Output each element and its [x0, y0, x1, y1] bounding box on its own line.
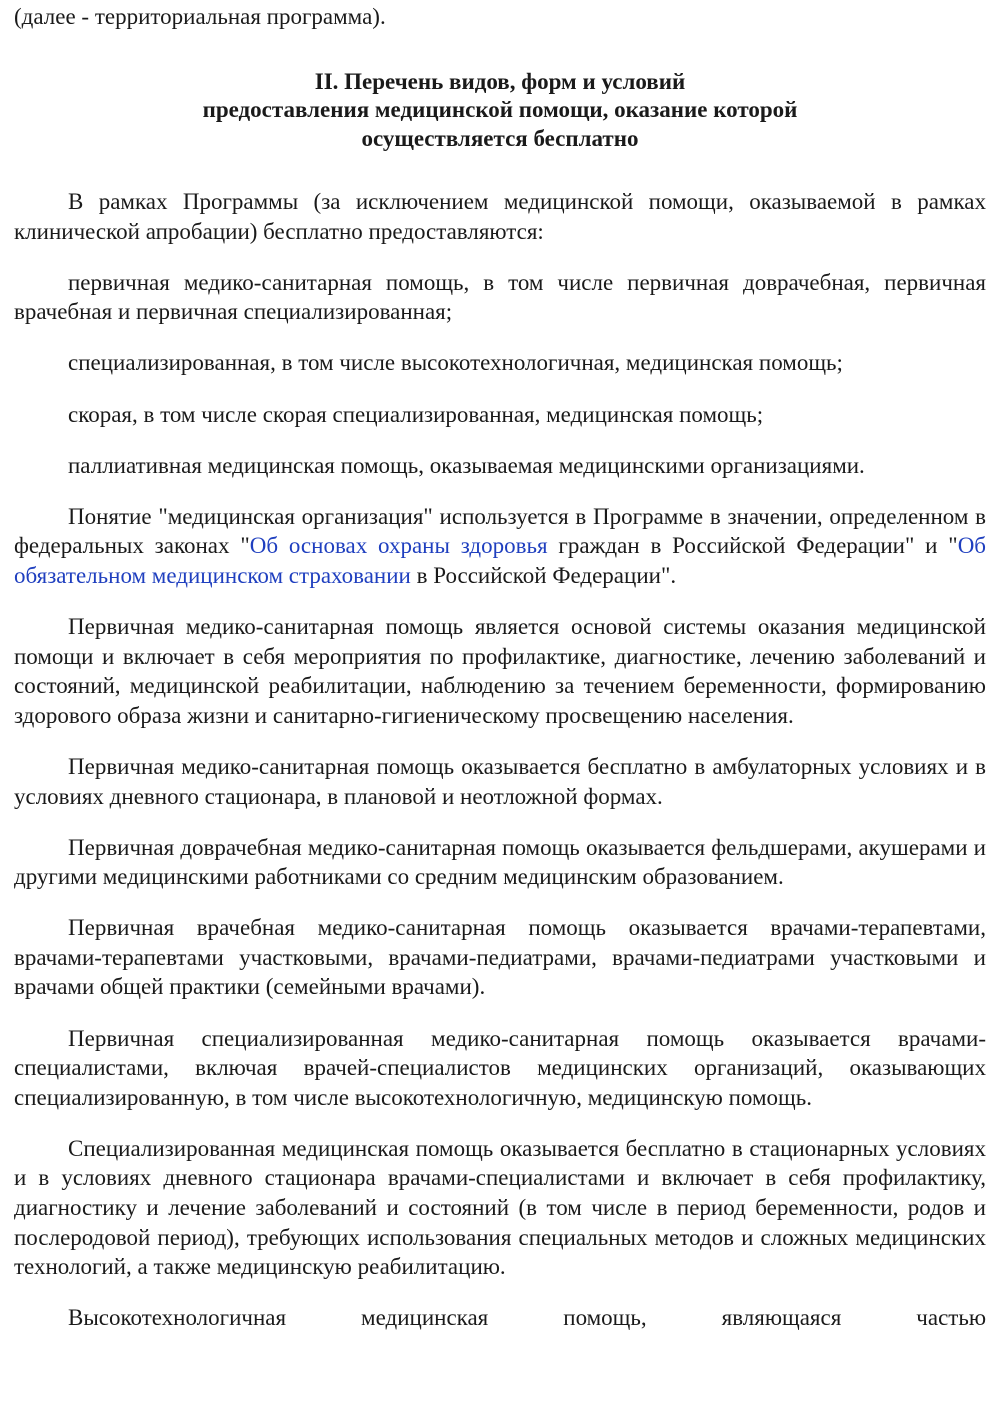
section-heading-line: II. Перечень видов, форм и условий	[314, 68, 686, 94]
section-heading-line: предоставления медицинской помощи, оказание которой	[202, 97, 798, 123]
body-paragraph: Первичная медико-санитарная помощь оказывается бесплатно в амбулаторных условиях и в условиях дневного стационара, в плановой и неотложной формах.	[14, 753, 986, 809]
body-paragraph: Специализированная медицинская помощь оказывается бесплатно в стационарных условиях и в условиях дневного стационара врачами-специалистами и включает в себя профилактику, диагностику и лечение заболеваний и состояний (в том числе в период беременности, родов и послеродовой период), требующих использования специальных методов и сложных медицинских технологий, а также медицинскую реабилитацию.	[14, 1135, 986, 1280]
law-link-medical-insurance[interactable]: Об обязательном медицинском страховании	[14, 533, 986, 588]
continuation-text: (далее - территориальная программа).	[14, 4, 386, 29]
body-paragraph: Первичная специализированная медико-санитарная помощь оказывается врачами-специалистами, включая врачей-специалистов медицинских организаций, оказывающих специализированную, в том числе высокотехнологичную, медицинскую помощь.	[14, 1025, 986, 1110]
body-paragraph: Первичная врачебная медико-санитарная помощь оказывается врачами-терапевтами, врачами-терапевтами участковыми, врачами-педиатрами, врачами-педиатрами участковыми и врачами общей практики (семейными врачами).	[14, 915, 986, 1000]
section-heading	[14, 68, 986, 154]
concept-text: в Российской Федерации".	[410, 562, 677, 588]
list-item-palliative-care: паллиативная медицинская помощь, оказываемая медицинскими организациями.	[68, 452, 865, 478]
law-link-health-protection[interactable]: Об основах охраны здоровья	[249, 533, 548, 559]
body-paragraph: Первичная доврачебная медико-санитарная помощь оказывается фельдшерами, акушерами и другими медицинскими работниками со средним медицинским образованием.	[14, 834, 986, 890]
document-page	[14, 0, 986, 1333]
section-heading-line: осуществляется бесплатно	[361, 125, 639, 151]
list-item-primary-care: первичная медико-санитарная помощь, в том числе первичная доврачебная, первичная врачебная и первичная специализированная;	[14, 269, 986, 325]
intro-paragraph: В рамках Программы (за исключением медицинской помощи, оказываемой в рамках клинической апробации) бесплатно предоставляются:	[14, 189, 986, 244]
trailing-paragraph: Высокотехнологичная медицинская помощь, являющаяся частью	[68, 1305, 986, 1331]
concept-text: граждан в Российской Федерации" и "	[547, 533, 958, 559]
list-item-specialized-care: специализированная, в том числе высокотехнологичная, медицинская помощь;	[68, 350, 843, 376]
concept-text: Понятие "медицинская организация" используется в Программе в значении, определенном в федеральных законах "	[14, 503, 986, 559]
concept-paragraph	[14, 502, 986, 591]
list-item-emergency-care: скорая, в том числе скорая специализированная, медицинская помощь;	[68, 401, 764, 427]
body-paragraph: Первичная медико-санитарная помощь является основой системы оказания медицинской помощи и включает в себя мероприятия по профилактике, диагностике, лечению заболеваний и состояний, медицинской реабилитации, наблюдению за течением беременности, формированию здорового образа жизни и санитарно-гигиеническому просвещению населения.	[14, 614, 986, 728]
